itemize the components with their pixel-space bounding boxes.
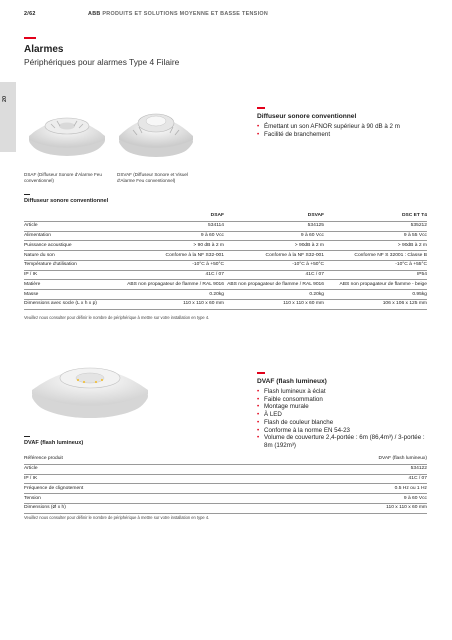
cell-value: 41C / 07: [124, 474, 427, 484]
row-label: Matière: [24, 280, 124, 290]
table-row: [24, 503, 427, 513]
dsaf-product-image: [27, 110, 107, 158]
desc1-bullets: [257, 123, 427, 138]
row-label: Article: [24, 464, 124, 474]
cell-value: 9 à 60 Vcc: [124, 494, 427, 504]
row-label: Alimentation: [24, 231, 124, 241]
cell-value: 9 à 60 Vcc: [224, 231, 324, 241]
table2-title: DVAF (flash lumineux): [24, 440, 84, 446]
list-item: • Flash de couleur blanche: [257, 419, 429, 427]
page-subtitle: Périphériques pour alarmes Type 4 Filaire: [24, 57, 180, 67]
section-title: PRODUITS ET SOLUTIONS MOYENNE ET BASSE TENSION: [102, 11, 269, 17]
table-row: [24, 300, 427, 310]
cell-value: ABS non propagateur de flamme / RAL 9016: [124, 280, 224, 290]
table1-title: Diffuseur sonore conventionnel: [24, 198, 109, 204]
brand-line: [88, 11, 268, 17]
sounder-spec-table: [24, 212, 427, 310]
desc2-bullets: [257, 388, 429, 450]
page-number: 2/62: [24, 11, 36, 17]
cell-value: > 90dB à 2 m: [224, 241, 324, 251]
flash-spec-table: [24, 455, 427, 514]
cell-value: Conforme à la NF S32-001: [224, 251, 324, 261]
table2-footnote: Veuillez nous consulter pour définir le nombre de périphérique à mettre sur votre installation en type 4.: [24, 515, 210, 520]
list-item: • Émettant un son AFNOR supérieur à 90 dB à 2 m: [257, 123, 427, 131]
title-accent: [24, 37, 36, 39]
row-label: Puissance acoustique: [24, 241, 124, 251]
table-row: [24, 464, 427, 474]
list-item: • Facilité de branchement: [257, 131, 427, 139]
dsvaf-caption: DSVAF (Diffuseur Sonore et Visuel d'Alarme Feu conventionnel): [117, 172, 188, 184]
table-row: [24, 290, 427, 300]
table2-dash: [24, 436, 30, 437]
brand-name: ABB: [88, 11, 101, 17]
cell-value: > 90dB à 2 m: [324, 241, 427, 251]
cell-value: -10°C à +50°C: [124, 260, 224, 270]
cell-value: Conforme à la NF S32-001: [124, 251, 224, 261]
list-item: • Volume de couverture 2,4-portée : 6m (86,4m³) / 3-portée : 8m (192m³): [257, 434, 429, 449]
cell-value: ABS non propagateur de flamme / RAL 9016: [224, 280, 324, 290]
table-row: [24, 494, 427, 504]
column-header: DSC ET T4: [324, 212, 427, 221]
list-item: • Conforme à la norme EN 54-23: [257, 427, 429, 435]
row-label: IP / IK: [24, 474, 124, 484]
cell-value: 9 à 60 Vcc: [124, 231, 224, 241]
table-row: [24, 474, 427, 484]
cell-value: DVAF (flash lumineux): [124, 455, 427, 464]
cell-value: > 90 dB à 2 m: [124, 241, 224, 251]
page-header: [24, 11, 442, 21]
desc1-accent: [257, 107, 265, 109]
cell-value: 110 x 110 x 60 mm: [124, 503, 427, 513]
table1-footnote: Veuillez nous consulter pour définir le nombre de périphérique à mettre sur votre installation en type 4.: [24, 315, 210, 320]
cell-value: 41C / 07: [124, 270, 224, 280]
cell-value: 0.20kg: [124, 290, 224, 300]
list-item: • Flash lumineux à éclat: [257, 388, 429, 396]
side-tab-label: 20: [2, 95, 8, 102]
cell-value: 534125: [224, 221, 324, 231]
row-label: Dimensions (Ø x h): [24, 503, 124, 513]
cell-value: 110 x 110 x 60 mm: [224, 300, 324, 310]
list-item: • Faible consommation: [257, 396, 429, 404]
cell-value: 106 x 106 x 125 mm: [324, 300, 427, 310]
column-header: [24, 212, 124, 221]
cell-value: -10°C à +50°C: [224, 260, 324, 270]
table-row: [24, 280, 427, 290]
cell-value: 534122: [124, 464, 427, 474]
row-label: Masse: [24, 290, 124, 300]
row-label: Fréquence de clignotement: [24, 484, 124, 494]
desc2-title: DVAF (flash lumineux): [257, 378, 327, 385]
table-row: [24, 484, 427, 494]
cell-value: -10°C à +55°C: [324, 260, 427, 270]
cell-value: 534114: [124, 221, 224, 231]
list-item: • À LED: [257, 411, 429, 419]
side-tab: [0, 82, 16, 152]
table-row: [24, 260, 427, 270]
cell-value: 110 x 110 x 60 mm: [124, 300, 224, 310]
table-row: [24, 241, 427, 251]
row-label: Nature du son: [24, 251, 124, 261]
desc2-accent: [257, 372, 265, 374]
cell-value: 0.95kg: [324, 290, 427, 300]
column-header: DSVAF: [224, 212, 324, 221]
table-row: [24, 251, 427, 261]
dsaf-caption: DSAF (Diffuseur Sonore d'Alarme Feu conventionnel): [24, 172, 102, 184]
list-item: • Montage murale: [257, 403, 429, 411]
row-label: Tension: [24, 494, 124, 504]
cell-value: 9 à 55 Vcc: [324, 231, 427, 241]
cell-value: IP54: [324, 270, 427, 280]
dvaf-product-image: [30, 356, 150, 422]
cell-value: 0.5 Hz ou 1 Hz: [124, 484, 427, 494]
cell-value: 0.20kg: [224, 290, 324, 300]
cell-value: Conforme NF S 32001 : Classe B: [324, 251, 427, 261]
row-label: IP / IK: [24, 270, 124, 280]
page-title: Alarmes: [24, 44, 64, 55]
cell-value: 41C / 07: [224, 270, 324, 280]
cell-value: 535212: [324, 221, 427, 231]
table-row: [24, 221, 427, 231]
row-label: Article: [24, 221, 124, 231]
table-row: [24, 455, 427, 464]
dsvaf-product-image: [117, 108, 195, 160]
row-label: Température d'utilisation: [24, 260, 124, 270]
table-header-row: [24, 212, 427, 221]
table-row: [24, 270, 427, 280]
desc1-title: Diffuseur sonore conventionnel: [257, 113, 357, 120]
column-header: DSAF: [124, 212, 224, 221]
row-label: Référence produit: [24, 455, 124, 464]
row-label: Dimensions avec socle (L x h x p): [24, 300, 124, 310]
table-row: [24, 231, 427, 241]
table1-dash: [24, 194, 30, 195]
cell-value: ABS non propagateur de flamme - beige: [324, 280, 427, 290]
